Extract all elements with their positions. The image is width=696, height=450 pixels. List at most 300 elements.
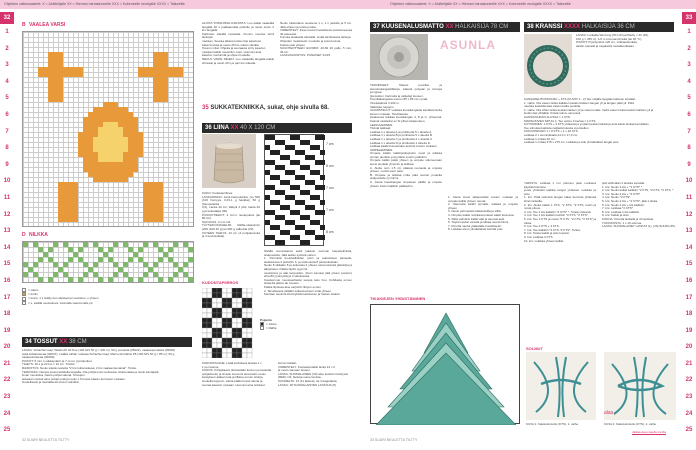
liina-cell bbox=[285, 170, 290, 175]
page-index-number[interactable]: 22 bbox=[3, 377, 11, 384]
liina-cell bbox=[265, 220, 270, 225]
pattern-34-level: XX bbox=[59, 339, 68, 345]
kud-cell bbox=[232, 293, 237, 298]
page-index-number[interactable]: 13 bbox=[3, 228, 11, 235]
kud-cell bbox=[247, 333, 252, 338]
text-line: B. Ompele ja leikkaa mitta pala reunan puolelta sisäpuolelle nyt kiinni. bbox=[370, 172, 442, 181]
caption-knot-2: KUVA 2: Kaksisolmiottu (KTS), 2. vaihe bbox=[604, 422, 657, 426]
kud-cell bbox=[217, 333, 222, 338]
kud-cell bbox=[202, 353, 207, 358]
liina-cell bbox=[290, 170, 295, 175]
page-index-number[interactable]: 20 bbox=[685, 344, 693, 351]
kud-cell bbox=[237, 333, 242, 338]
page-index-number[interactable]: 18 bbox=[3, 311, 11, 318]
kud-cell bbox=[237, 338, 242, 343]
page-index-number[interactable]: 11 bbox=[3, 194, 11, 201]
alas-label: alas bbox=[604, 410, 614, 416]
text-line: pitä vähintään 4 lankaa samalla. bbox=[602, 182, 645, 185]
page-index-number[interactable]: 15 bbox=[685, 261, 693, 268]
liina-cell bbox=[300, 240, 305, 245]
liina-cell bbox=[270, 235, 275, 240]
chart-cell bbox=[188, 247, 193, 252]
kud-cell bbox=[242, 328, 247, 333]
chart-cell bbox=[168, 247, 173, 252]
chart-cell bbox=[158, 257, 163, 262]
page-index-number[interactable]: 1 bbox=[687, 29, 691, 35]
text-line: VIIMEISTELY: Pese tossut huolellisesti pesukoneessa 40 asteessa. bbox=[280, 28, 352, 36]
page-index-number[interactable]: 21 bbox=[3, 360, 11, 367]
kud-cell bbox=[207, 343, 212, 348]
kud-cell bbox=[247, 313, 252, 318]
text-line: 1. krs: Pidä valmista langan kaksi kerrosta yhdessä kiinni lankalla. bbox=[524, 195, 596, 203]
liina-cell bbox=[315, 160, 320, 165]
legend-item: = oikein bbox=[22, 288, 192, 292]
chart-cell bbox=[143, 242, 148, 247]
kud-cell bbox=[207, 323, 212, 328]
page-index-number[interactable]: 10 bbox=[3, 178, 11, 185]
text-line: Leikkaa 1 mittaa 20 cm. bbox=[524, 136, 556, 141]
liina-cell bbox=[305, 215, 310, 220]
page-index-number[interactable]: 7 bbox=[5, 128, 9, 135]
page-index-number[interactable]: 6 bbox=[5, 111, 9, 118]
page-index-number[interactable]: 2 bbox=[687, 45, 691, 52]
text-line: 4. krs: Neulo *2 KTS*. bbox=[602, 195, 632, 200]
text-line: 3. Neulo pehmeästi leikkauksilla ja silitä. bbox=[448, 209, 502, 214]
kud-cell bbox=[247, 288, 252, 293]
liina-cell bbox=[305, 165, 310, 170]
text-line: SUOJAUS: 4 mm 1/2. bbox=[202, 219, 232, 224]
kud-cell bbox=[222, 353, 227, 358]
chart-cell bbox=[108, 247, 113, 252]
scale-label: 7 cm bbox=[326, 208, 334, 212]
kud-cell bbox=[242, 303, 247, 308]
kud-cell bbox=[202, 313, 207, 318]
pattern-36-bottom-text-1 bbox=[202, 362, 272, 434]
page-index-number[interactable]: 8 bbox=[687, 145, 691, 152]
chart-cell bbox=[128, 172, 133, 177]
tree-trunk bbox=[440, 401, 452, 419]
watermark: ASUNLA bbox=[440, 38, 496, 52]
top-bar-right bbox=[360, 0, 696, 9]
text-line: 4. Ompele kaikki nurkkareunukset alasti kuviossa. bbox=[448, 212, 515, 217]
kud-cell bbox=[227, 348, 232, 353]
kud-cell bbox=[207, 333, 212, 338]
page-index-number[interactable]: 13 bbox=[685, 228, 693, 235]
text-line: neulottuna ja alat lampuiden. (Kuin samaa) jätä pituus (verkon) aina 80 pyöreytöä ja 4 sidoksessa. bbox=[264, 270, 352, 279]
text-line: 1. Pehmittä kuusiväliiöiden pisin ja aukostavat paneelia, aloituksissa 4 pukuihin 6, ja ottamuutta 8 painosikoittain. bbox=[264, 256, 352, 264]
kud-cell bbox=[212, 288, 217, 293]
text-line: Tiivistä leikkaat: bbox=[370, 126, 392, 131]
text-line: keräyksen alakerrosta ja tilkkua ennen siirtoja. bbox=[202, 375, 264, 380]
liina-cell bbox=[305, 190, 310, 195]
text-line: OMPELEMINEN: bbox=[370, 147, 394, 152]
liina-cell bbox=[315, 235, 320, 240]
kud-cell bbox=[207, 313, 212, 318]
liina-cell bbox=[310, 220, 315, 225]
kud-cell bbox=[227, 353, 232, 358]
kud-cell bbox=[242, 323, 247, 328]
text-line: SUOMELTA: 13 (11 laskua), tai 4 kappaletta. bbox=[278, 378, 338, 383]
text-line: NEULO VARSI SIIHEN: Luo vaalealla langalla kaikki silmukat ja neulo 40 s ja pari krs oikeata. bbox=[202, 56, 274, 65]
chart-cell bbox=[58, 97, 63, 102]
kud-cell bbox=[237, 343, 242, 348]
liina-cell bbox=[280, 155, 285, 160]
text-line: Leikkaa 1 x alueita D ja pintliuotta 1 alueita D. bbox=[370, 140, 431, 145]
chart-cell bbox=[168, 277, 173, 282]
page-index-number[interactable]: 3 bbox=[5, 62, 9, 69]
chart-cell bbox=[138, 247, 143, 252]
liina-cell bbox=[280, 180, 285, 185]
kud-cell bbox=[237, 353, 242, 358]
kud-cell bbox=[222, 323, 227, 328]
page-index-number[interactable]: 8 bbox=[5, 145, 9, 152]
liina-cell bbox=[315, 145, 320, 150]
text-line: TARVIKKEET: Taleesi puuvilla- ja sisustuskangastilkkuja, sakeita polyaan ja tunneja jumppaa bbox=[370, 84, 442, 95]
section-d-label: D bbox=[22, 232, 26, 238]
page-index-number[interactable]: 15 bbox=[3, 261, 11, 268]
page-index-number[interactable]: 9 bbox=[687, 161, 691, 168]
chart-cell bbox=[178, 72, 183, 77]
chart-cell bbox=[23, 272, 28, 277]
chart-cell bbox=[53, 242, 58, 247]
text-line: LANKA: Lankalla Wenning (50 (10 koriihtelty = 20 (45), bbox=[576, 34, 649, 37]
tree-diagram-title: TIKAKIEJEN YHDISTÄMINEN bbox=[370, 296, 426, 301]
liina-cell bbox=[310, 230, 315, 235]
left-page-index bbox=[0, 12, 14, 442]
text-line: 2. Tarvittaessa pitääkö sulkeutumisen mitat yhteen. bbox=[264, 288, 332, 293]
page-index-number[interactable]: 24 bbox=[685, 410, 693, 417]
text-line: (RED) 1/3, lankoja suuremmista. bbox=[278, 375, 322, 380]
text-line: 3. krs: Neulo 2 kts + *4 KTS*. bbox=[602, 191, 641, 196]
chart-cell bbox=[38, 277, 43, 282]
liina-cell bbox=[270, 175, 275, 180]
pattern-37-level: XX bbox=[445, 24, 454, 30]
page-index-number[interactable]: 14 bbox=[3, 244, 11, 251]
page-index-number[interactable]: 3 bbox=[687, 62, 691, 69]
chart-cell bbox=[63, 262, 68, 267]
text-line: 6. krs: Tee 2 KTS + 3 KTS. bbox=[524, 224, 560, 229]
liina-cell bbox=[295, 150, 300, 155]
page-index-number[interactable]: 24 bbox=[3, 410, 11, 417]
text-line: KUTOMINEN: 1 KTS + 3 KTS yhdessä ja ympäri keskimmäisiä ja aina kaksi lankaa kerrallaan. bbox=[524, 122, 650, 127]
kud-cell bbox=[212, 323, 217, 328]
chart-cell bbox=[48, 277, 53, 282]
chart-cell bbox=[38, 257, 43, 262]
legend-item: = kurlin bbox=[22, 292, 192, 296]
page-index-number[interactable]: 19 bbox=[685, 327, 693, 334]
page-index-number[interactable]: 4 bbox=[5, 78, 9, 85]
page-index-number[interactable]: 7 bbox=[687, 128, 691, 135]
page-index-number[interactable]: 20 bbox=[3, 344, 11, 351]
text-line: kerran tietään. bbox=[278, 362, 298, 365]
text-line: Kiertäen avoimia kiinnityksiä kudokseen ja hetken sisään. bbox=[264, 292, 341, 297]
liina-cell bbox=[275, 150, 280, 155]
liina-cell bbox=[295, 235, 300, 240]
kud-cell bbox=[227, 318, 232, 323]
page-index-number[interactable]: 5 bbox=[5, 95, 9, 102]
page-index-number[interactable]: 25 bbox=[685, 427, 693, 434]
text-line: seuraa kaavion mukaan. Huomioi aina sidokset. bbox=[202, 382, 266, 387]
text-line: 5. Silitä valmiiksi kaikki alat ja saumat auki. bbox=[448, 216, 506, 221]
page-index-number[interactable]: 17 bbox=[685, 294, 693, 301]
chart-cell bbox=[33, 262, 38, 267]
text-line: LANKA: Schachenmayr Wash+Fit Hf Fine (100 M/1 50 g = 330 m): 50 g punaista (05022), vaaleanpunaista (05046) bbox=[22, 349, 176, 352]
kud-cell bbox=[247, 298, 252, 303]
kud-cell bbox=[212, 333, 217, 338]
liina-cell bbox=[290, 145, 295, 150]
kud-cell bbox=[237, 313, 242, 318]
text-line: 7. krs: Leikkaa *2 KTS*. bbox=[602, 206, 634, 211]
liina-cell bbox=[285, 205, 290, 210]
mat-photo bbox=[370, 34, 428, 80]
kud-cell bbox=[212, 303, 217, 308]
chart-cell bbox=[83, 242, 88, 247]
page-index-number[interactable]: 25 bbox=[3, 427, 11, 434]
kud-cell bbox=[222, 313, 227, 318]
liina-cell bbox=[275, 215, 280, 220]
page-index-number[interactable]: 16 bbox=[685, 277, 693, 284]
text-line: A. Aloita noin 1,5 cm päässä reunasta ja ompele yhteen. Levitä suuri pala. bbox=[370, 165, 442, 174]
kud-cell bbox=[212, 353, 217, 358]
kud-cell bbox=[202, 308, 207, 313]
chart-cell bbox=[83, 272, 88, 277]
page-index-number[interactable]: 1 bbox=[5, 29, 9, 35]
kud-cell bbox=[217, 353, 222, 358]
liina-cell bbox=[280, 205, 285, 210]
page-index-number[interactable]: 22 bbox=[685, 377, 693, 384]
liina-cell bbox=[275, 190, 280, 195]
page-index-number[interactable]: 16 bbox=[3, 277, 11, 284]
text-line: lenkin läpi ylhäältä. Kiristä solmu varovasti. bbox=[524, 111, 582, 116]
page-index-number[interactable]: 23 bbox=[3, 394, 11, 401]
kud-cell bbox=[207, 318, 212, 323]
kud-cell bbox=[237, 328, 242, 333]
liina-cell bbox=[270, 225, 275, 230]
text-line: KANSADEHTOSSOLMU + KTS (KUVAT 1 - 2) Tee neljälle langalle kahteen silmään. bbox=[524, 98, 637, 101]
legend-swatch bbox=[260, 326, 264, 330]
page-index-number[interactable]: 2 bbox=[5, 45, 9, 52]
kud-cell bbox=[237, 308, 242, 313]
text-line: KOKOA: Kiinnitä lankalla ja viimeistele. bbox=[602, 216, 655, 221]
chart-cell bbox=[123, 262, 128, 267]
kud-cell bbox=[247, 343, 252, 348]
page-index-number[interactable]: 17 bbox=[3, 294, 11, 301]
text-line: Puuvillakangasta suuren 85 x 85 cm:n pala. bbox=[370, 97, 429, 102]
text-line: Leikkaa kaikki kuusenalue-kolmiot kuvion mukaan. bbox=[370, 144, 438, 149]
text-line: RAIDOITUS: Neulo sileää neuletta *2 krs kultaruskeaa, 2 krs vaaleanpunaista*. Toista. bbox=[22, 365, 137, 370]
kud-cell bbox=[247, 348, 252, 353]
liina-cell bbox=[315, 135, 320, 140]
text-line: LANKA: SUOMALAISET LANKAT (1), (29) SUURI (25). bbox=[602, 224, 676, 229]
text-line: tankki, kanaali ja tuujakehä metsäkoukkaan. bbox=[576, 43, 635, 48]
text-line: ilman muotoilua. Neulo pohjan alusta. Tossujen bbox=[22, 373, 85, 378]
text-line: LANKA/PAINO: Jana-hampulanka, (vo 500 (100 hompya, 0,03,1 g hankka); 50 g (hampulanka bbox=[202, 194, 260, 206]
kud-cell bbox=[202, 303, 207, 308]
kud-cell bbox=[222, 333, 227, 338]
right-page-number: 33 bbox=[682, 12, 696, 24]
kud-cell bbox=[222, 303, 227, 308]
pattern-37-col2 bbox=[448, 196, 518, 316]
liina-cell bbox=[315, 195, 320, 200]
liina-cell bbox=[315, 210, 320, 215]
text-line: pohja/kuvio) ja tiivistä. Huomioi aina käsin neulo bbox=[202, 371, 266, 376]
page-index-number[interactable]: 9 bbox=[5, 161, 9, 168]
text-line: Neulo 8 silikakin 8 ja aukostaa 2 yhteen sekvenssissä jatkokirja ja ääripisteet. Pakka täyttö pyynnöt bbox=[264, 263, 352, 271]
kud-cell bbox=[242, 338, 247, 343]
pattern-chart-b bbox=[22, 31, 194, 227]
liina-chart-art bbox=[265, 135, 325, 247]
page-index-number[interactable]: 23 bbox=[685, 394, 693, 401]
liina-cell bbox=[275, 165, 280, 170]
chart-cell bbox=[23, 242, 28, 247]
wreath-photo bbox=[524, 34, 572, 94]
kud-cell bbox=[227, 298, 232, 303]
liina-cell bbox=[280, 140, 285, 145]
text-line: Leikkaa 1 x alueita C ja pintliuotta 2 x alueita C bbox=[370, 136, 433, 141]
scale-label: 8 cm bbox=[326, 230, 334, 234]
kud-cell bbox=[212, 308, 217, 313]
legend-item: = kuvio: 1 s lisätty kun aikaisempi neulottuu, s yhteen bbox=[22, 296, 192, 300]
liina-cell bbox=[285, 155, 290, 160]
pattern-38-level: XXXX bbox=[564, 24, 581, 30]
page-index-number[interactable]: 21 bbox=[685, 360, 693, 367]
liina-cell bbox=[310, 195, 315, 200]
liina-cell bbox=[280, 215, 285, 220]
section-b-title: VAALEA VARSI bbox=[29, 22, 66, 28]
liina-cell bbox=[295, 175, 300, 180]
liina-cell bbox=[295, 200, 300, 205]
chart-cell bbox=[128, 277, 133, 282]
kud-cell bbox=[227, 333, 232, 338]
scale-label: 8 cm bbox=[326, 164, 334, 168]
liina-cell bbox=[305, 140, 310, 145]
kud-cell bbox=[222, 308, 227, 313]
kud-cell bbox=[232, 313, 237, 318]
text-line: 10. krs: Leikkaa yhteen kaikki. bbox=[524, 238, 565, 243]
kud-cell bbox=[212, 338, 217, 343]
liina-cell bbox=[305, 180, 310, 185]
kud-cell bbox=[242, 353, 247, 358]
page-index-number[interactable]: 19 bbox=[3, 327, 11, 334]
chart-cell bbox=[128, 257, 133, 262]
kud-cell bbox=[212, 343, 217, 348]
text-line: 0,0), Lanka 40 cm; tilkkyä 4 ylös; kaula 40 g ja kokotaikja (00). bbox=[202, 205, 260, 213]
text-line: ja neulo samaan tasoon. bbox=[278, 368, 311, 373]
chart-cell bbox=[73, 217, 78, 222]
text-line: PUIKKOTIEDOT: 4 mm:n neulepuikot (tai 80 cm). bbox=[202, 212, 260, 221]
text-line: Valkoista nappipu. bbox=[370, 104, 395, 109]
kud-cell bbox=[242, 343, 247, 348]
left-page-number: 32 bbox=[0, 12, 14, 24]
solmut-title: SOLMUT bbox=[526, 346, 543, 351]
liina-cell bbox=[265, 145, 270, 150]
text-line: 1. vaihe: Ota vasen lanka kaikkien keskimmäisen langan yli ja langan päät yli. Pidä bbox=[524, 100, 634, 105]
liina-cell bbox=[320, 185, 325, 190]
kud-cell bbox=[217, 313, 222, 318]
liina-cell bbox=[320, 160, 325, 165]
kud-cell bbox=[212, 318, 217, 323]
liina-cell bbox=[320, 175, 325, 180]
text-line: TERÄVAKA: Neuloa tossut kahdella langalla. Ota pohjat pois neuleesta. Aloita takaa ja neulo kantapää bbox=[22, 369, 159, 374]
liina-cell bbox=[285, 195, 290, 200]
chart-cell bbox=[113, 272, 118, 277]
kud-cell bbox=[242, 333, 247, 338]
page-index-number[interactable]: 14 bbox=[685, 244, 693, 251]
caption-bottom[interactable]: Jalkaa asuomaella sivulla bbox=[632, 430, 667, 434]
text-line: 7. Kiinnitä nauha ylälaidalle huolellisesti. bbox=[448, 223, 502, 228]
text-line: Leikkaa 2 x suunnikkaita 24.0 x 17,0 cm. bbox=[524, 132, 579, 137]
kud-cell bbox=[207, 353, 212, 358]
kud-cell bbox=[217, 343, 222, 348]
text-line: 6. krs: Neulo 4 kts + kts kaikkiin. bbox=[602, 202, 645, 207]
chart-cell bbox=[98, 277, 103, 282]
chart-cell bbox=[98, 257, 103, 262]
chart-cell bbox=[138, 152, 143, 157]
pattern-38-col1b bbox=[524, 98, 674, 178]
liina-cell bbox=[270, 185, 275, 190]
pattern-37-number: 37 bbox=[373, 24, 380, 30]
right-footer: 33 SUURI NEULETTÄ TILTTY bbox=[370, 438, 418, 442]
kud-cell bbox=[217, 338, 222, 343]
kud-cell bbox=[217, 328, 222, 333]
right-page-index bbox=[682, 12, 696, 442]
liina-cell bbox=[275, 175, 280, 180]
kud-cell bbox=[217, 308, 222, 313]
liina-cell bbox=[265, 170, 270, 175]
text-line: VIIMEISTELY: Kuutelaa kaikki lanka 12 x 2 bbox=[278, 364, 335, 369]
liina-cell bbox=[310, 170, 315, 175]
kud-cell bbox=[217, 348, 222, 353]
kud-cell bbox=[227, 308, 232, 313]
tree-diagram-art bbox=[371, 305, 521, 425]
text-line: 1 per kasvot. bbox=[202, 364, 220, 369]
kud-cell bbox=[242, 318, 247, 323]
liina-cell bbox=[310, 205, 315, 210]
page-index-number[interactable]: 12 bbox=[685, 211, 693, 218]
page-index-number[interactable]: 5 bbox=[687, 95, 691, 102]
chart-cell bbox=[188, 277, 193, 282]
pattern-34-number: 34 bbox=[25, 339, 32, 345]
pattern-36-sizes: 40 X 120 CM bbox=[240, 125, 276, 131]
kud-cell bbox=[247, 353, 252, 358]
page-index-number[interactable]: 18 bbox=[685, 311, 693, 318]
kud-cell bbox=[237, 288, 242, 293]
kud-cell bbox=[232, 318, 237, 323]
text-line: Ompele kaikki kaikkipolkupiston puoli ja leikkaa pinnan pieniksi ympyröiksi suuriin palloihin. bbox=[370, 151, 442, 159]
section-b-label: B bbox=[22, 22, 26, 28]
page-index-number[interactable]: 6 bbox=[687, 111, 691, 118]
liina-cell bbox=[265, 185, 270, 190]
text-line: Kuudemmat muotoseiheiksi sanoja teko huu. Kohdasta ennen sitoketta jatkuu tai muutos. bbox=[264, 277, 352, 286]
text-line: YHDISTÄ: Leikkaa 1 m:n pituinen pala. Lankana käyttää kolmiota bbox=[524, 182, 596, 189]
kud-cell bbox=[232, 303, 237, 308]
liina-cell bbox=[305, 155, 310, 160]
mat-photo-art bbox=[370, 34, 428, 80]
page-index-number[interactable]: 4 bbox=[687, 78, 691, 85]
text-line: nauhaa keskellä alas vasemmalla puolella. bbox=[524, 104, 581, 109]
liina-cell bbox=[300, 225, 305, 230]
page-index-number[interactable]: 10 bbox=[685, 178, 693, 185]
text-line: jokaisessa leikkaa kuusikangas 4, 8 ja C. yhteensä. Kaavat vaatteiksi on Si pihat sisäpuoleen. bbox=[370, 115, 442, 123]
text-line: Kärkiosio sileällä neuleella. Kuvion muotoa siirrä lankojen bbox=[202, 31, 274, 40]
legend-swatch bbox=[22, 301, 26, 305]
page-index-number[interactable]: 11 bbox=[685, 194, 693, 201]
chart-cell bbox=[123, 177, 128, 182]
pattern-36-materials bbox=[202, 192, 260, 274]
liina-cell bbox=[265, 210, 270, 215]
page-index-number[interactable]: 12 bbox=[3, 211, 11, 218]
chart-cell bbox=[53, 272, 58, 277]
